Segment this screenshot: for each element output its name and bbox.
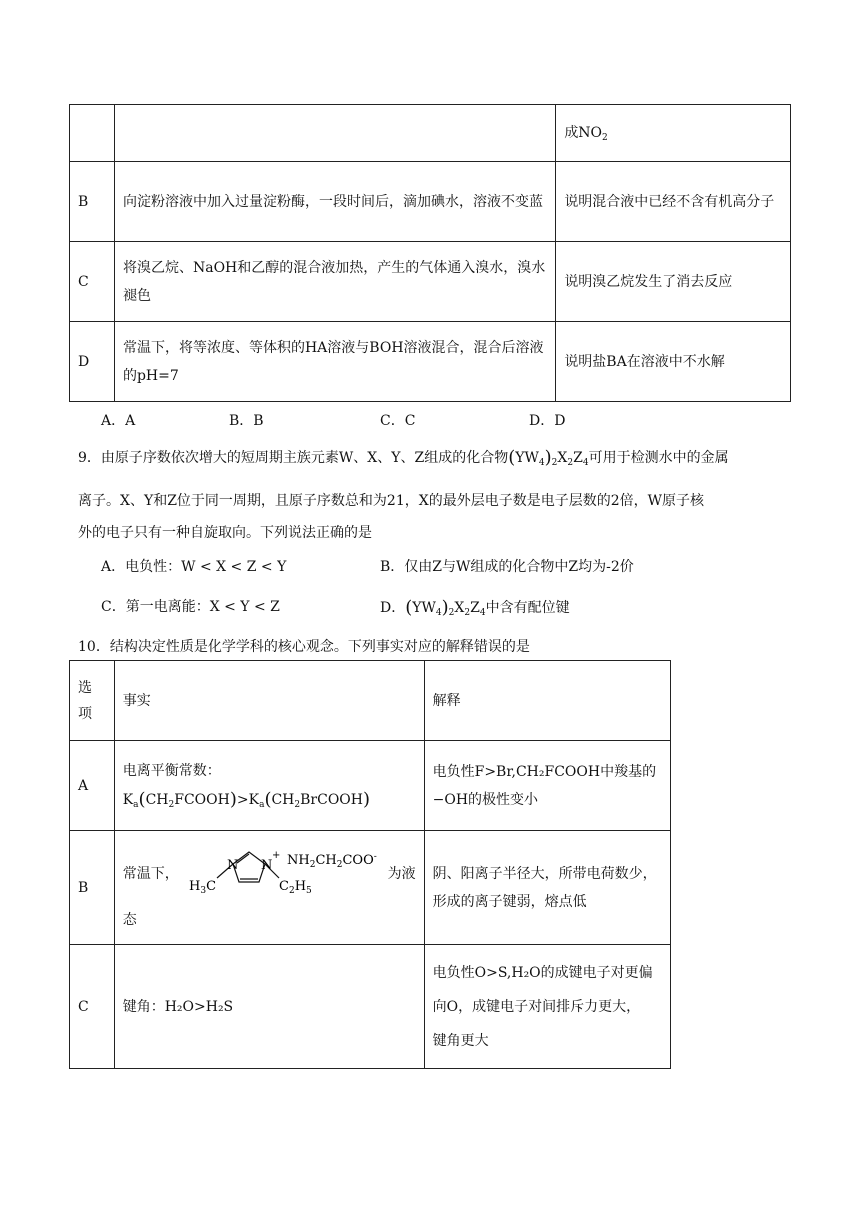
q9-stem-line2: 离子。X、Y和Z位于同一周期，且原子序数总和为21，X的最外层电子数是电子层数的2倍，W原子核 (78, 493, 705, 509)
q8-option-c[interactable]: C．C (380, 413, 416, 429)
row-fact: 键角：H₂O>H₂S (114, 945, 424, 1069)
q10-stem: 10．结构决定性质是化学学科的核心观念。下列事实对应的解释错误的是 (78, 639, 530, 655)
row-label: C (70, 945, 115, 1069)
row-explain: 说明混合液中已经不含有机高分子 (556, 162, 791, 242)
table-row (70, 741, 671, 831)
row-label: A (70, 741, 115, 831)
row-fact: 电离平衡常数： $K_a(CH_2FCOOH)>K_a(CH_2BrCOOH)$ (114, 741, 424, 831)
row-content (114, 105, 555, 162)
table-row (70, 242, 791, 322)
row-explain: 说明溴乙烷发生了消去反应 (556, 242, 791, 322)
q9-formula: $(YW_4)_2X_2Z_4$ (508, 447, 589, 468)
q8-option-d[interactable]: D．D (529, 413, 566, 429)
table-header-row (70, 661, 671, 741)
table-row (70, 831, 671, 945)
q9-stem-line1: 9．由原子序数依次增大的短周期主族元素W、X、Y、Z组成的化合物$(YW_4)_2X_2Z_4$可用于检测水中的金属 (78, 447, 729, 468)
row-label (70, 105, 115, 162)
svg-text:NH2CH2COO-: $NH_2CH_2COO^-$ (287, 851, 377, 870)
row-content: 将溴乙烷、NaOH和乙醇的混合液加热，产生的气体通入溴水，溴水褪色 (114, 242, 555, 322)
row-explain: 阴、阳离子半径大，所带电荷数少， 形成的离子键弱，熔点低 (424, 831, 670, 945)
table-row (70, 945, 671, 1069)
q9-option-b[interactable]: B．仅由Z与W组成的化合物中Z均为-2价 (380, 559, 634, 575)
row-label: C (70, 242, 115, 322)
q8-table (69, 104, 791, 402)
row-label: D (70, 322, 115, 402)
header-explain: 解释 (424, 661, 670, 741)
q9-option-d[interactable]: D．$(YW_4)_2X_2Z_4$中含有配位键 (380, 597, 570, 618)
table-row (70, 322, 791, 402)
row-explain: 成$NO_2$ (556, 105, 791, 162)
q9-option-c[interactable]: C．第一电离能：X < Y < Z (101, 599, 280, 615)
svg-text:N: N (227, 857, 239, 873)
row-content: 常温下，将等浓度、等体积的HA溶液与BOH溶液混合，混合后溶液的pH=7 (114, 322, 555, 402)
table-row (70, 105, 791, 162)
svg-text:+: + (272, 849, 281, 861)
svg-text:C2H5: $C_2H_5$ (279, 878, 312, 896)
row-explain: 说明盐BA在溶液中不水解 (556, 322, 791, 402)
header-fact: 事实 (114, 661, 424, 741)
table-row (70, 162, 791, 242)
row-explain: 电负性O>S,H₂O的成键电子对更偏 向O，成键电子对间排斥力更大， 键角更大 (424, 945, 670, 1069)
row-explain: 电负性F>Br,CH₂FCOOH中羧基的 −OH的极性变小 (424, 741, 670, 831)
header-option: 选项 (70, 661, 115, 741)
row-fact: 常温下， N N + $H_3C$ $C_2H_5$ $NH_2CH_2COO^-$ 为液 态 (114, 831, 424, 945)
svg-text:N: N (261, 857, 273, 873)
q8-option-a[interactable]: A．A (101, 413, 136, 429)
q9-stem-line3: 外的电子只有一种自旋取向。下列说法正确的是 (78, 525, 372, 541)
row-label: B (70, 162, 115, 242)
row-label: B (70, 831, 115, 945)
q9-option-a[interactable]: A．电负性：W < X < Z < Y (101, 559, 287, 575)
svg-text:H3C: $H_3C$ (189, 878, 217, 896)
q8-option-b[interactable]: B．B (229, 413, 264, 429)
row-content: 向淀粉溶液中加入过量淀粉酶，一段时间后，滴加碘水，溶液不变蓝 (114, 162, 555, 242)
q10-table (69, 660, 671, 1069)
imidazolium-structure (183, 842, 383, 906)
